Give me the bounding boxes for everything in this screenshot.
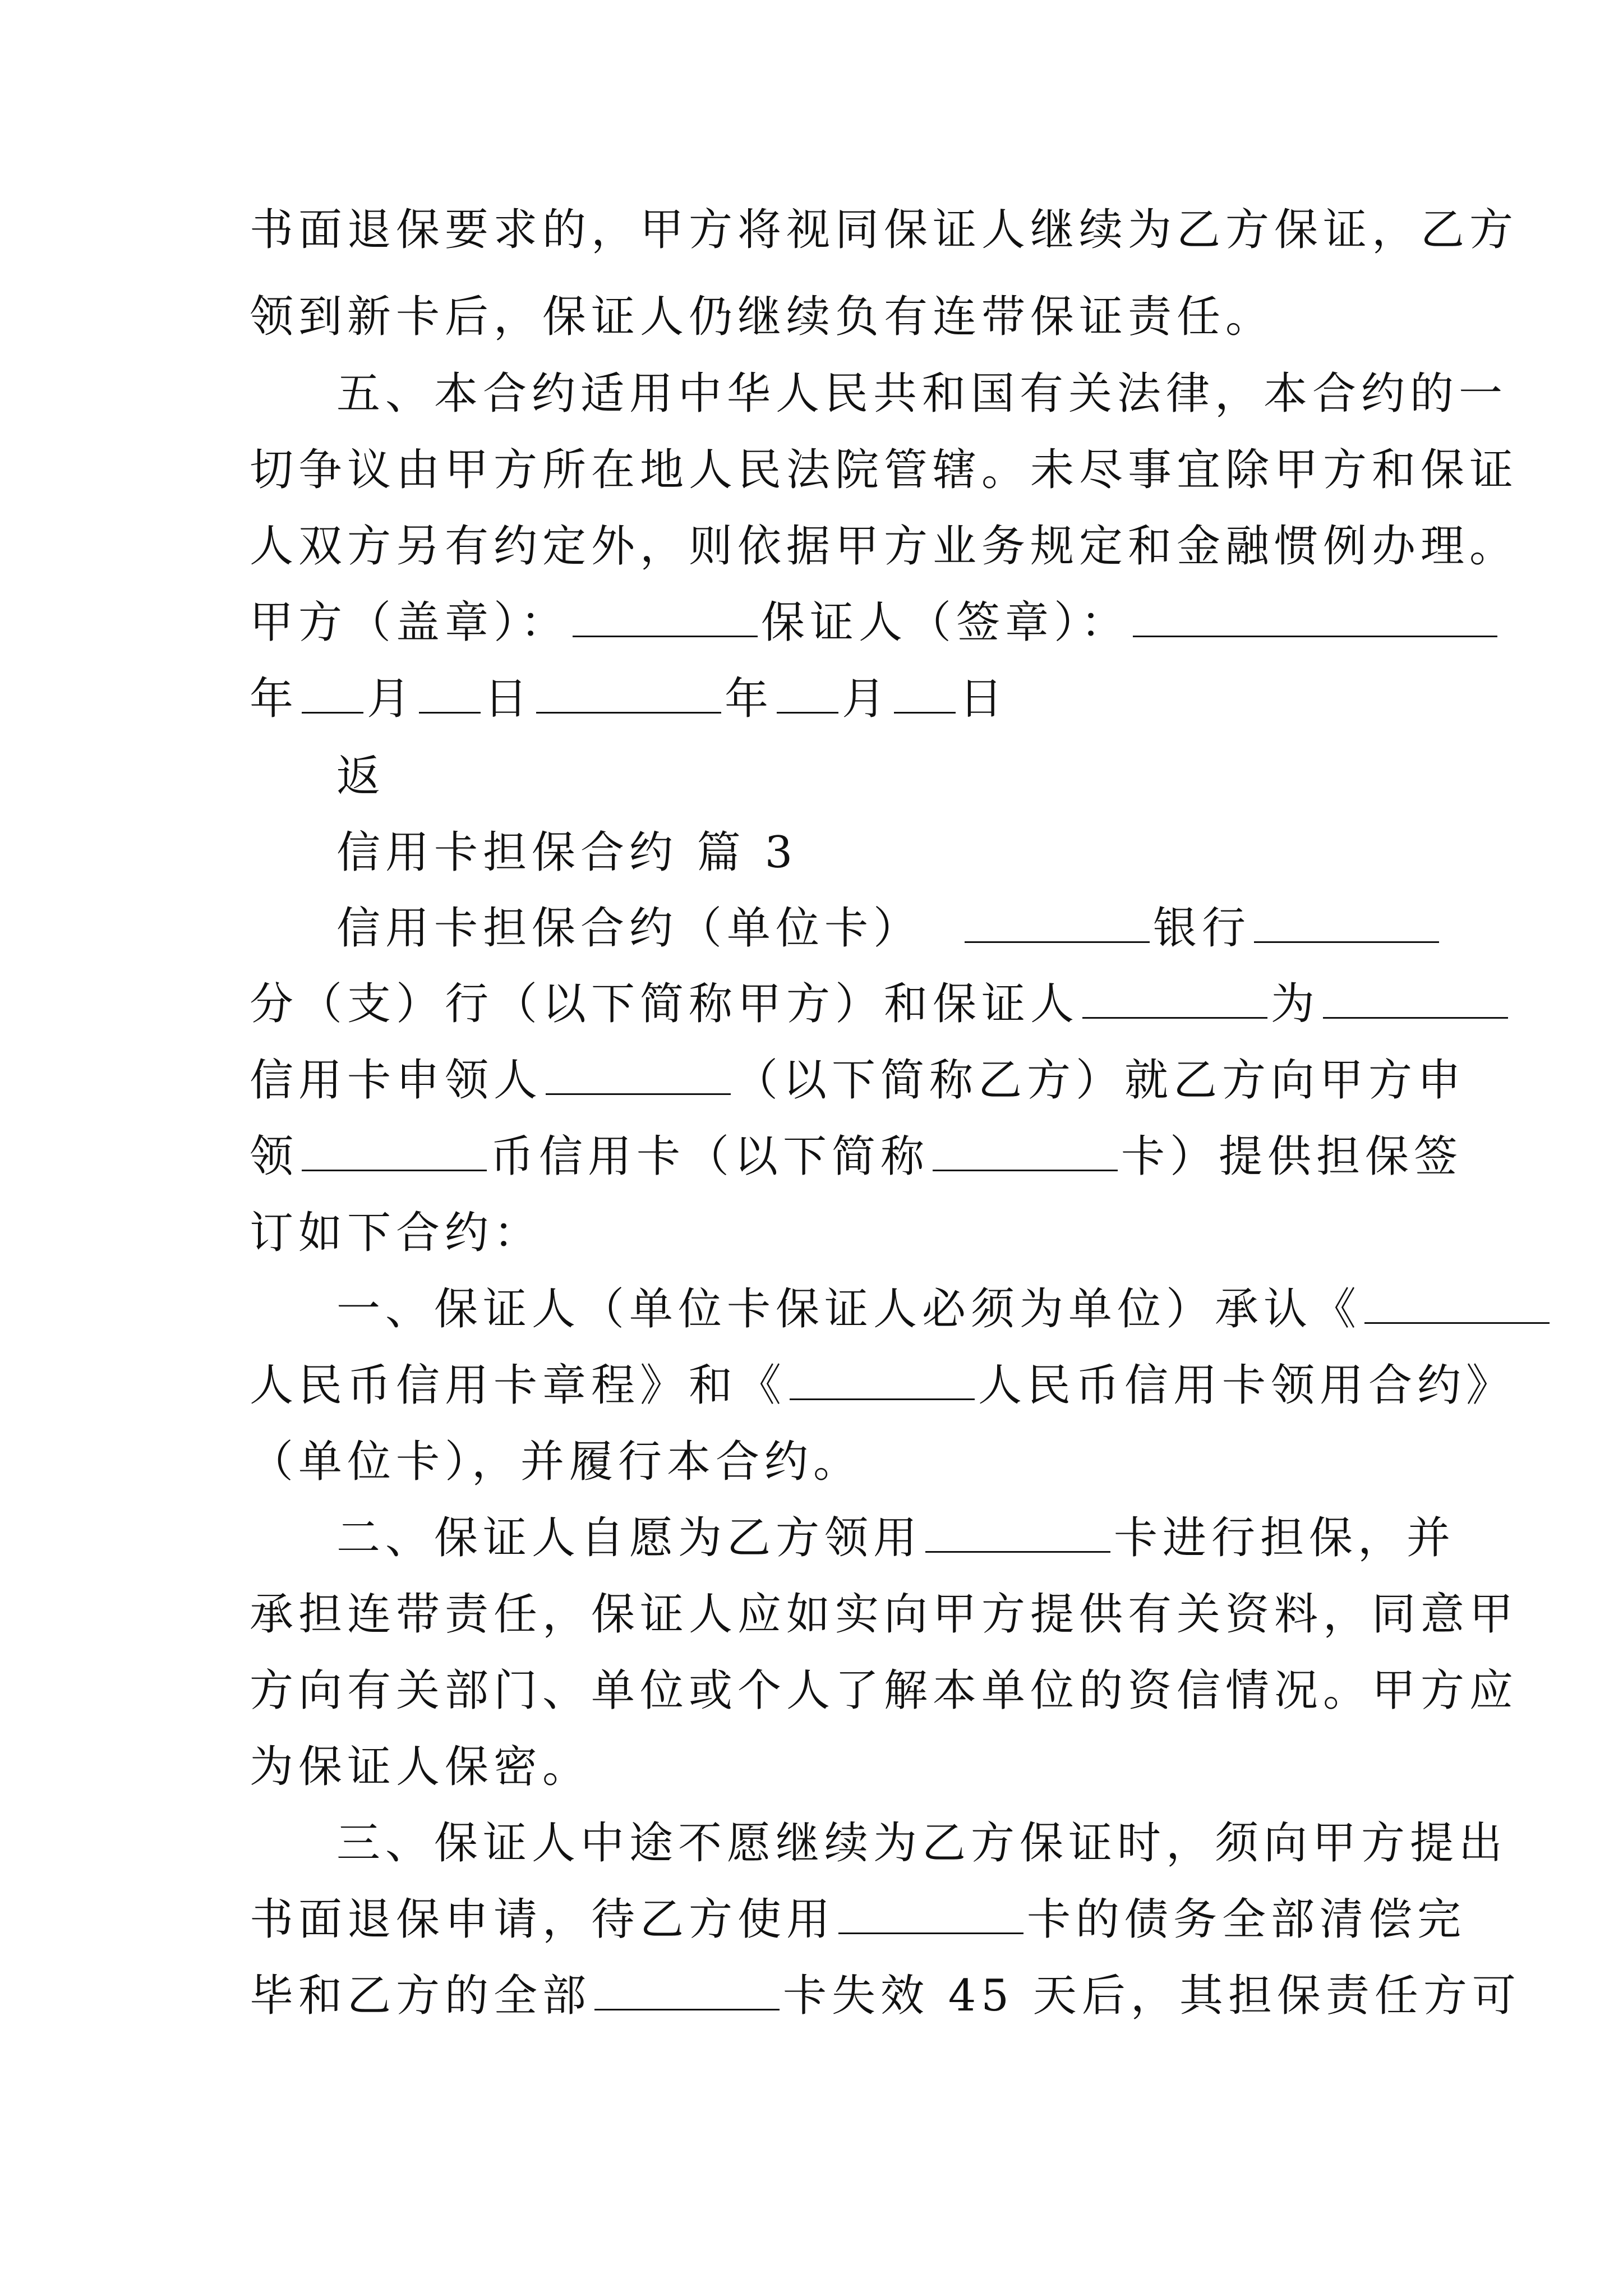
clause-2 [336,1510,1455,1566]
text-span: 承担连带责任，保证人应如实向甲方提供有关资料，同意甲 [250,1589,1519,1640]
text-span: 订如下合约： [250,1208,543,1258]
clause-1 [336,1281,1553,1337]
text-span: 人民币信用卡领用合约》 [978,1360,1515,1411]
day-label: 日 [484,674,533,724]
guarantor-signature-label: 保证人（签章）： [761,597,1130,648]
applicant-name-blank [546,1054,731,1095]
text-span: 分（支）行（以下简称甲方）和保证人 [250,979,1080,1029]
back-link-label[interactable]: 返 [336,751,386,802]
bank-name-blank [965,902,1150,943]
paragraph-line [250,442,1518,498]
text-span: 一、保证人（单位卡保证人必须为单位）承认《 [336,1284,1362,1335]
party-a-seal-blank [573,596,758,637]
clause-5-heading [336,366,1507,422]
guarantor-name-blank [1082,978,1267,1019]
branch-name-blank [1254,902,1439,943]
clause-1 [250,1434,862,1490]
text-span: 人民币信用卡章程》和《 [250,1360,787,1411]
paragraph-line [250,289,1274,345]
text-span: 信用卡担保合约（单位卡） [336,903,923,954]
card-name-blank [594,1970,780,2010]
month-label: 月 [367,674,416,724]
card-name-blank [933,1130,1118,1171]
text-span: 领 [250,1131,299,1182]
clause-3 [250,1892,1466,1948]
currency-blank [302,1130,487,1171]
text-span: 卡进行担保，并 [1114,1513,1456,1563]
intro-line [250,1205,542,1261]
text-span: 卡失效 45 天后，其担保责任方可 [783,1971,1521,2021]
intro-line [336,900,1442,956]
year-label: 年 [250,674,299,724]
section-title [336,825,797,881]
text-span: 二、保证人自愿为乙方领用 [336,1513,923,1563]
day-blank [894,673,956,714]
text-span: （以下简称乙方）就乙方向甲方申 [734,1055,1467,1106]
text-span: 信用卡申领人 [250,1055,543,1106]
text-span: 书面退保申请，待乙方使用 [250,1894,836,1945]
text-span: 方向有关部门、单位或个人了解本单位的资信情况。甲方应 [250,1665,1519,1716]
clause-2 [250,1663,1518,1719]
card-name-blank [838,1893,1023,1934]
text-span: （单位卡），并履行本合约。 [250,1437,863,1487]
month-blank [302,673,363,714]
clause-3 [250,1968,1521,2024]
clause-3 [336,1815,1507,1871]
intro-line [250,1129,1463,1185]
text-span: 切争议由甲方所在地人民法院管辖。未尽事宜除甲方和保证 [250,445,1519,495]
date-line [250,671,1008,727]
cardholder-blank [1323,978,1508,1019]
back-link[interactable] [336,748,385,804]
intro-line [250,976,1511,1032]
intro-line [250,1052,1466,1108]
clause-2 [250,1739,591,1795]
card-name-blank [790,1359,975,1400]
guarantor-signature-blank [1133,596,1497,637]
text-span: 银行 [1153,903,1251,954]
text-span: 卡的债务全部清偿完 [1027,1894,1467,1945]
clause-1 [250,1358,1515,1414]
text-span: 书面退保要求的，甲方将视同保证人继续为乙方保证，乙方 [250,205,1519,255]
day-blank [419,673,481,714]
card-name-blank [1364,1283,1550,1324]
month-blank [777,673,838,714]
date-gap-blank [536,673,721,714]
signature-line [250,595,1501,651]
card-name-blank [925,1512,1110,1553]
text-span: 为 [1271,979,1320,1029]
clause-2 [250,1586,1518,1642]
month-label: 月 [842,674,891,724]
party-a-seal-label: 甲方（盖章）： [250,597,570,648]
text-span: 毕和乙方的全部 [250,1971,592,2021]
text-span: 领到新卡后，保证人仍继续负有连带保证责任。 [250,292,1275,342]
text-span: 币信用卡（以下简称 [490,1131,930,1182]
text-span: 人双方另有约定外，则依据甲方业务规定和金融惯例办理。 [250,521,1519,572]
year-label: 年 [725,674,774,724]
paragraph-line [250,518,1518,574]
text-span: 五、本合约适用中华人民共和国有关法律，本合约的一 [336,369,1508,419]
day-label: 日 [959,674,1008,724]
paragraph-line [250,202,1518,258]
section-title-text: 信用卡担保合约 篇 3 [336,827,798,878]
text-span: 为保证人保密。 [250,1742,592,1792]
text-span: 卡）提供担保签 [1121,1131,1463,1182]
text-span: 三、保证人中途不愿继续为乙方保证时，须向甲方提出 [336,1818,1508,1869]
